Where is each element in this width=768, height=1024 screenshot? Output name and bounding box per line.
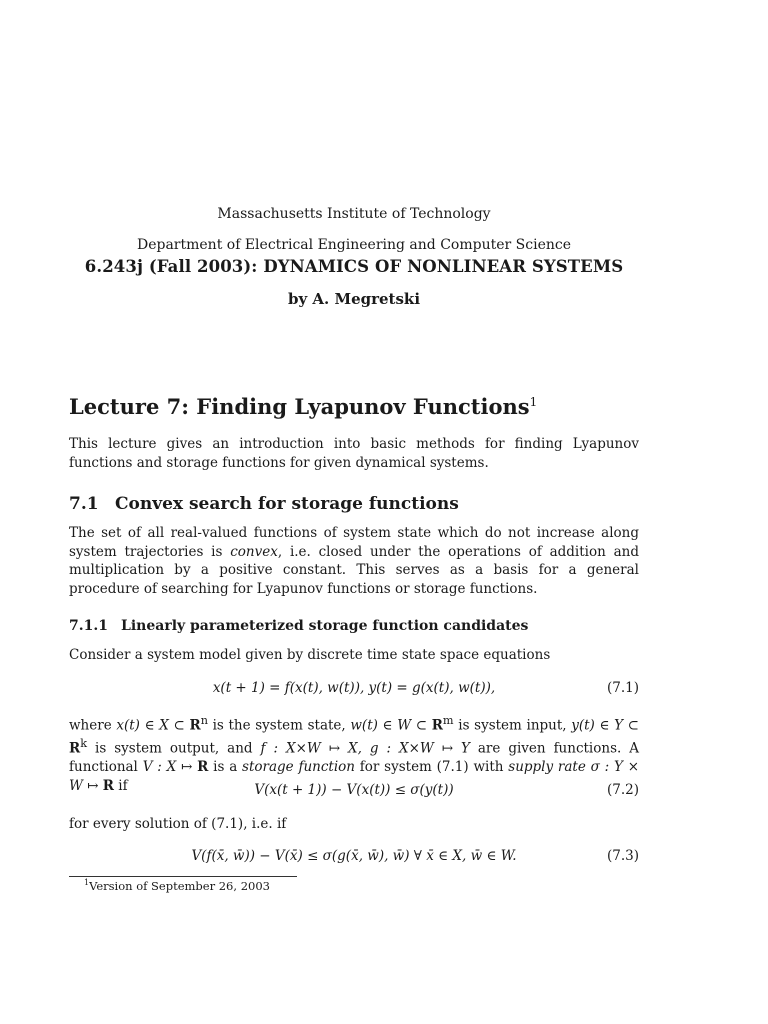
text-run: , i.e. closed under the operations of addition and multiplication by a positive constant. This serves as a basis for a general procedure of searching for Lyapunov functions or storage functions. [69, 543, 639, 597]
text-run: is system output, and [87, 740, 261, 757]
subsection-heading [69, 618, 528, 634]
reals-symbol: R [197, 759, 209, 775]
department: Department of Electrical Engineering and Computer Science [136, 237, 571, 253]
lecture-title [69, 394, 537, 419]
math-run: w(t) ∈ W ⊂ [350, 717, 432, 734]
intro-paragraph: This lecture gives an introduction into basic methods for finding Lyapunov functions and storage functions for given dynamical systems. [69, 436, 639, 471]
reals-symbol: R [189, 717, 201, 734]
section-number: 7.1 [69, 494, 99, 514]
equation-tag: (7.3) [606, 848, 639, 864]
math-run: f : X×W ↦ X, g : X×W ↦ Y [260, 740, 470, 757]
equation-body: V(f(x̄, w̄)) − V(x̄) ≤ σ(g(x̄, w̄), w̄) ∀ x̄ ∈ X, w̄ ∈ W. [191, 848, 517, 864]
for-every-paragraph: for every solution of (7.1), i.e. if [69, 816, 287, 832]
consider-paragraph: Consider a system model given by discrete time state space equations [69, 647, 551, 663]
emphasis-storage-function: storage function [242, 759, 355, 775]
equation-7-3 [69, 848, 639, 868]
lecture-title-text: Lecture 7: Finding Lyapunov Functions [69, 394, 530, 419]
equation-tag: (7.2) [606, 782, 639, 798]
footnote-mark: 1 [84, 878, 90, 888]
emphasis-convex: convex [230, 543, 278, 560]
footnote [84, 879, 270, 893]
math-run: σ : Y × W ↦ [69, 759, 640, 794]
text-run: The set of all real-valued functions of system state which do not increase along system trajectories is [69, 525, 639, 560]
math-superscript: n [200, 714, 208, 727]
equation-tag: (7.1) [606, 680, 639, 696]
text-run: where [69, 717, 117, 734]
footnote-text: Version of September 26, 2003 [89, 879, 270, 893]
footnote-marker: 1 [529, 395, 538, 409]
section-heading [69, 494, 459, 514]
text-run: are given functions. A functional [69, 740, 640, 775]
emphasis-supply-rate: supply rate [508, 759, 586, 775]
author: by A. Megretski [287, 290, 421, 308]
footnote-rule [69, 876, 297, 877]
text-run: is the system state, [207, 717, 351, 734]
convex-paragraph [69, 524, 639, 598]
text-run: is system input, [453, 717, 572, 734]
course-title: 6.243j (Fall 2003): DYNAMICS OF NONLINEAR SYSTEMS [84, 257, 624, 276]
math-superscript: m [442, 714, 454, 727]
section-title: Convex search for storage functions [115, 494, 459, 514]
math-run: x(t) ∈ X ⊂ [116, 717, 190, 734]
math-run: y(t) ∈ Y ⊂ [571, 717, 639, 734]
subsection-title: Linearly parameterized storage function candidates [121, 618, 529, 634]
subsection-number: 7.1.1 [69, 618, 108, 634]
text-run: if [114, 777, 128, 794]
reals-symbol: R [431, 717, 443, 734]
math-run: V : X ↦ [142, 759, 198, 775]
equation-7-2 [69, 782, 639, 802]
equation-7-1 [69, 680, 639, 700]
equation-body: V(x(t + 1)) − V(x(t)) ≤ σ(y(t)) [254, 782, 454, 798]
equation-body: x(t + 1) = f(x(t), w(t)), y(t) = g(x(t), w(t)), [212, 680, 496, 696]
text-run: for system (7.1) with [354, 759, 509, 775]
math-superscript: k [80, 737, 88, 750]
text-run: is a [208, 759, 243, 775]
reals-symbol: R [69, 740, 81, 757]
institution: Massachusetts Institute of Technology [217, 206, 491, 222]
reals-symbol: R [102, 777, 115, 794]
